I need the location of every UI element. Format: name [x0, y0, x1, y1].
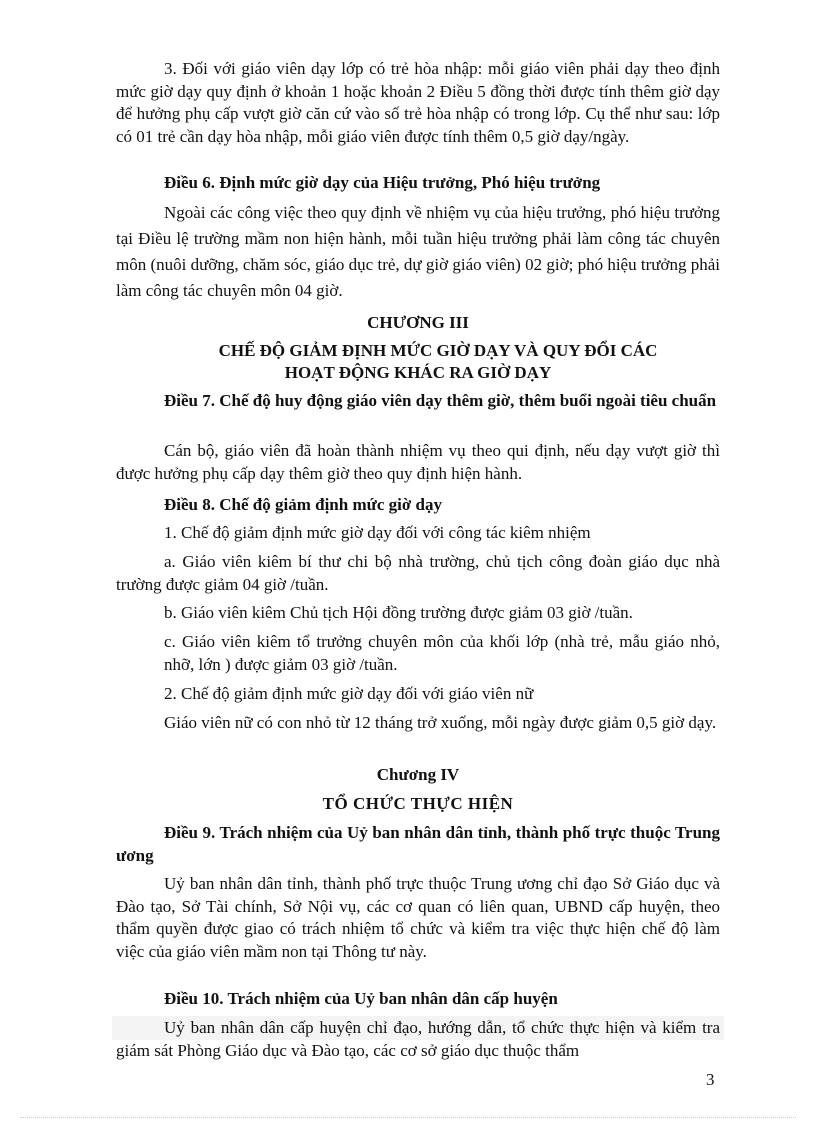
dieu-9-heading: Điều 9. Trách nhiệm của Uỷ ban nhân dân tỉnh, thành phố trực thuộc Trung ương	[116, 823, 720, 865]
dieu-6-heading: Điều 6. Định mức giờ dạy của Hiệu trưởng, Phó hiệu trưởng	[164, 173, 601, 192]
dieu-8-item-a: a. Giáo viên kiêm bí thư chi bộ nhà trường, chủ tịch công đoàn giáo dục nhà trường được giảm 04 giờ /tuần.	[116, 552, 720, 594]
dieu-8-item-2: 2. Chế độ giảm định mức giờ dạy đối với giáo viên nữ	[164, 684, 534, 703]
dieu-7-body: Cán bộ, giáo viên đã hoàn thành nhiệm vụ theo qui định, nếu dạy vượt giờ thì được hưởng phụ cấp dạy thêm giờ theo quy định hiện hành.	[116, 441, 720, 483]
dieu-8-item-c: c. Giáo viên kiêm tổ trưởng chuyên môn của khối lớp (nhà trẻ, mẫu giáo nhỏ, nhỡ, lớn ) được giảm 03 giờ /tuần.	[164, 632, 720, 674]
dieu-8-item-b: b. Giáo viên kiêm Chủ tịch Hội đồng trường được giảm 03 giờ /tuần.	[164, 603, 633, 622]
chapter-4-label: Chương IV	[376, 765, 460, 784]
page-number: 3	[706, 1070, 715, 1089]
dieu-9-body: Uỷ ban nhân dân tỉnh, thành phố trực thuộc Trung ương chỉ đạo Sở Giáo dục và Đào tạo, Sở Tài chính, Sở Nội vụ, các cơ quan có liên quan, UBND cấp huyện, theo thẩm quyền được giao có trách nhiệm tổ chức và kiểm tra việc thực hiện chế độ làm việc của giáo viên mầm non tại Thông tư này.	[116, 874, 720, 961]
paragraph-item-3: 3. Đối với giáo viên dạy lớp có trẻ hòa nhập: mỗi giáo viên phải dạy theo định mức giờ dạy quy định ở khoản 1 hoặc khoản 2 Điều 5 đồng thời được tính thêm giờ dạy để hưởng phụ cấp vượt giờ căn cứ vào số trẻ hòa nhập có trong lớp. Cụ thể như sau: lớp có 01 trẻ cần dạy hòa nhập, mỗi giáo viên được tính thêm 0,5 giờ dạy/ngày.	[116, 59, 720, 146]
chapter-3-title-line1: CHẾ ĐỘ GIẢM ĐỊNH MỨC GIỜ DẠY VÀ QUY ĐỔI CÁC	[218, 341, 658, 360]
dieu-10-heading: Điều 10. Trách nhiệm của Uỷ ban nhân dân cấp huyện	[164, 989, 558, 1008]
dieu-8-item-2-body: Giáo viên nữ có con nhỏ từ 12 tháng trở xuống, mỗi ngày được giảm 0,5 giờ dạy.	[164, 713, 717, 732]
dieu-8-heading: Điều 8. Chế độ giảm định mức giờ dạy	[164, 495, 442, 514]
dieu-7-heading: Điều 7. Chế độ huy động giáo viên dạy thêm giờ, thêm buổi ngoài tiêu chuẩn	[164, 391, 717, 410]
chapter-3-title-line2: HOẠT ĐỘNG KHÁC RA GIỜ DẠY	[284, 363, 552, 382]
dieu-6-body: Ngoài các công việc theo quy định về nhiệm vụ của hiệu trưởng, phó hiệu trưởng tại Điều lệ trường mầm non hiện hành, mỗi tuần hiệu trưởng phải làm công tác chuyên môn (nuôi dưỡng, chăm sóc, giáo dục trẻ, dự giờ giáo viên) 02 giờ; phó hiệu trưởng phải làm công tác chuyên môn 04 giờ.	[116, 203, 720, 300]
dieu-8-item-1: 1. Chế độ giảm định mức giờ dạy đối với công tác kiêm nhiệm	[164, 523, 591, 542]
page-bottom-border	[20, 1117, 796, 1118]
dieu-10-body: Uỷ ban nhân dân cấp huyện chỉ đạo, hướng dẫn, tổ chức thực hiện và kiểm tra giám sát Phòng Giáo dục và Đào tạo, các cơ sở giáo dục thuộc thẩm	[116, 1018, 720, 1060]
chapter-3-label: CHƯƠNG III	[367, 313, 469, 332]
chapter-4-title: TỔ CHỨC THỰC HIỆN	[322, 794, 514, 813]
